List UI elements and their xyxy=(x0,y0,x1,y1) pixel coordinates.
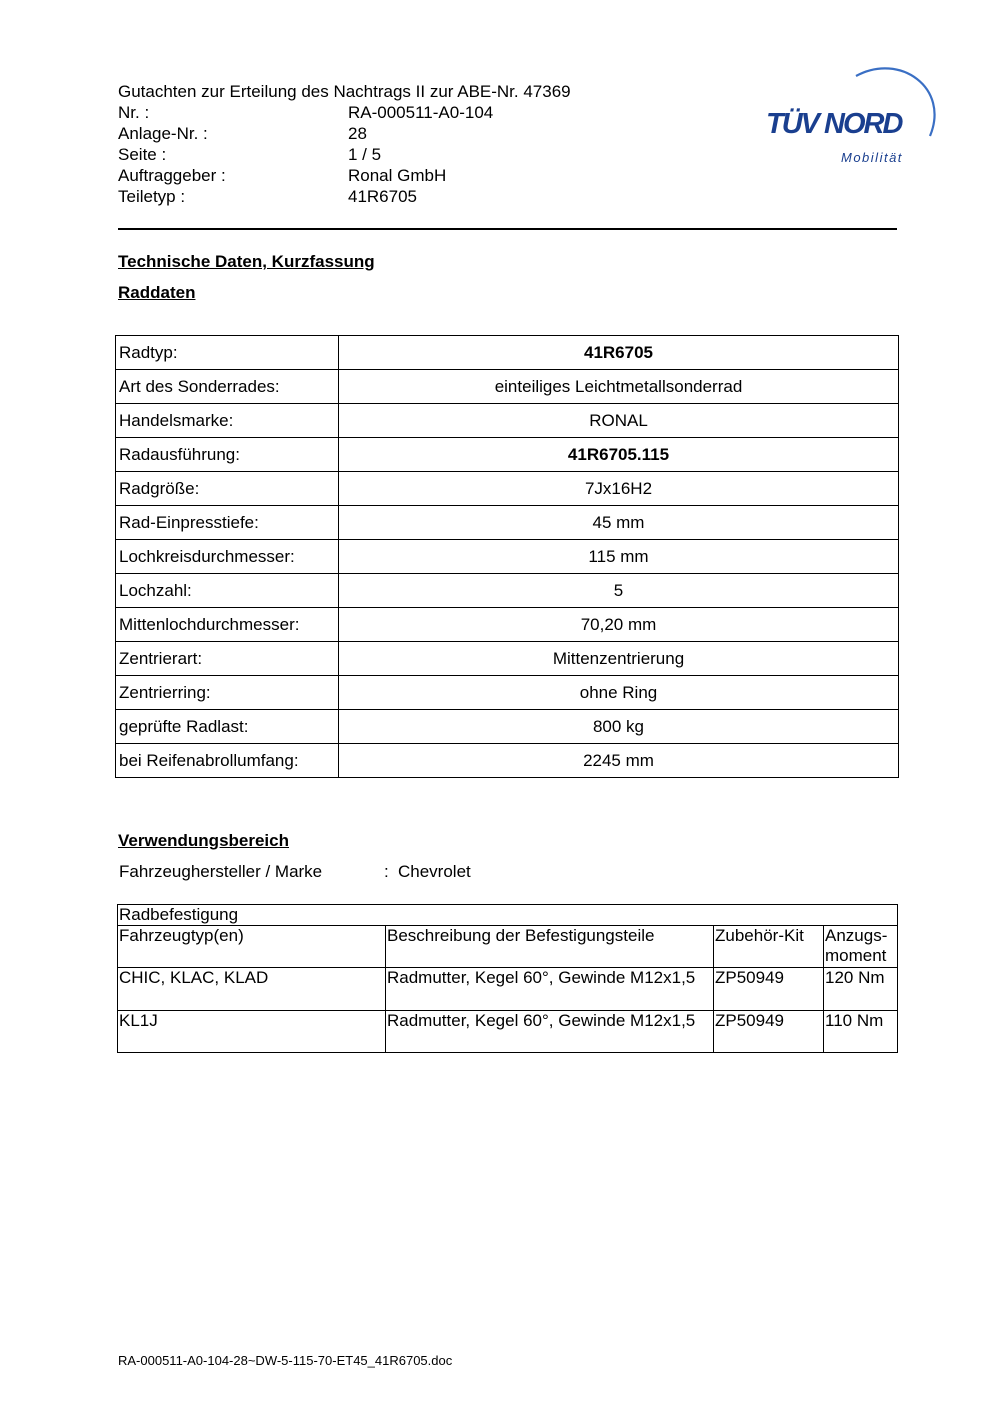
table-row xyxy=(116,710,899,744)
table-row xyxy=(116,574,899,608)
column-header: Zubehör-Kit xyxy=(714,926,824,968)
table-cell: 110 Nm xyxy=(824,1011,898,1053)
header-label-auftraggeber: Auftraggeber : xyxy=(118,166,226,185)
raddaten-label: Radtyp: xyxy=(116,336,339,370)
table-cell: Radmutter, Kegel 60°, Gewinde M12x1,5 xyxy=(386,1011,714,1053)
raddaten-value: 45 mm xyxy=(339,506,899,540)
raddaten-value: 2245 mm xyxy=(339,744,899,778)
table-header-row xyxy=(118,926,898,968)
column-header: Fahrzeugtyp(en) xyxy=(118,926,386,968)
raddaten-value: 800 kg xyxy=(339,710,899,744)
raddaten-label: Zentrierart: xyxy=(116,642,339,676)
raddaten-label: Radgröße: xyxy=(116,472,339,506)
raddaten-label: Radausführung: xyxy=(116,438,339,472)
verwendungsbereich-heading: Verwendungsbereich xyxy=(118,831,289,850)
table-cell: 120 Nm xyxy=(824,968,898,1011)
table-row xyxy=(118,1011,898,1053)
raddaten-label: Lochzahl: xyxy=(116,574,339,608)
raddaten-label: Lochkreisdurchmesser: xyxy=(116,540,339,574)
column-header: Beschreibung der Befestigungsteile xyxy=(386,926,714,968)
raddaten-label: Handelsmarke: xyxy=(116,404,339,438)
raddaten-value: 41R6705 xyxy=(339,336,899,370)
raddaten-value: einteiliges Leichtmetallsonderrad xyxy=(339,370,899,404)
table-row xyxy=(116,744,899,778)
table-cell: KL1J xyxy=(118,1011,386,1053)
raddaten-value: ohne Ring xyxy=(339,676,899,710)
header-label-teiletyp: Teiletyp : xyxy=(118,187,186,206)
raddaten-label: Art des Sonderrades: xyxy=(116,370,339,404)
header-label-anlage: Anlage-Nr. : xyxy=(118,124,208,143)
table-row xyxy=(116,506,899,540)
table-row xyxy=(116,336,899,370)
table-row xyxy=(116,540,899,574)
raddaten-label: Mittenlochdurchmesser: xyxy=(116,608,339,642)
tuev-nord-logo xyxy=(760,58,945,170)
raddaten-value: RONAL xyxy=(339,404,899,438)
table-row xyxy=(116,404,899,438)
document-title: Gutachten zur Erteilung des Nachtrags II zur ABE-Nr. 47369 xyxy=(118,82,571,101)
table-cell: ZP50949 xyxy=(714,968,824,1011)
radbefestigung-table xyxy=(117,904,898,1053)
table-row xyxy=(118,905,898,926)
table-row xyxy=(118,968,898,1011)
raddaten-label: bei Reifenabrollumfang: xyxy=(116,744,339,778)
header-divider xyxy=(118,228,897,230)
raddaten-value: 7Jx16H2 xyxy=(339,472,899,506)
logo-subtitle: Mobilität xyxy=(841,150,903,165)
table-cell: Radmutter, Kegel 60°, Gewinde M12x1,5 xyxy=(386,968,714,1011)
manufacturer-label: Fahrzeughersteller / Marke xyxy=(119,862,323,881)
table-row xyxy=(116,608,899,642)
table-row xyxy=(116,370,899,404)
header-label-nr: Nr. : xyxy=(118,103,150,122)
raddaten-table xyxy=(115,335,899,778)
header-value-seite: 1 / 5 xyxy=(348,145,382,164)
header-value-auftraggeber: Ronal GmbH xyxy=(348,166,447,185)
raddaten-value: 70,20 mm xyxy=(339,608,899,642)
raddaten-label: Rad-Einpresstiefe: xyxy=(116,506,339,540)
header-value-teiletyp: 41R6705 xyxy=(348,187,418,206)
logo-brand-text: TÜV NORD xyxy=(766,108,902,140)
raddaten-label: geprüfte Radlast: xyxy=(116,710,339,744)
raddaten-value: 5 xyxy=(339,574,899,608)
raddaten-heading: Raddaten xyxy=(118,283,196,302)
raddaten-value: 115 mm xyxy=(339,540,899,574)
header-value-anlage: 28 xyxy=(348,124,367,143)
header-value-nr: RA-000511-A0-104 xyxy=(348,103,494,122)
column-header: Anzugs- moment xyxy=(824,926,898,968)
table-row xyxy=(116,438,899,472)
raddaten-value: 41R6705.115 xyxy=(339,438,899,472)
radbefestigung-title: Radbefestigung xyxy=(118,905,898,926)
table-row xyxy=(116,676,899,710)
table-cell: ZP50949 xyxy=(714,1011,824,1053)
manufacturer-separator: : xyxy=(384,862,389,881)
footer-filename: RA-000511-A0-104-28~DW-5-115-70-ET45_41R6705.doc xyxy=(118,1353,453,1368)
table-row xyxy=(116,472,899,506)
raddaten-value: Mittenzentrierung xyxy=(339,642,899,676)
manufacturer-value: Chevrolet xyxy=(398,862,471,881)
section-title: Technische Daten, Kurzfassung xyxy=(118,252,375,271)
raddaten-label: Zentrierring: xyxy=(116,676,339,710)
header-label-seite: Seite : xyxy=(118,145,167,164)
table-cell: CHIC, KLAC, KLAD xyxy=(118,968,386,1011)
table-row xyxy=(116,642,899,676)
